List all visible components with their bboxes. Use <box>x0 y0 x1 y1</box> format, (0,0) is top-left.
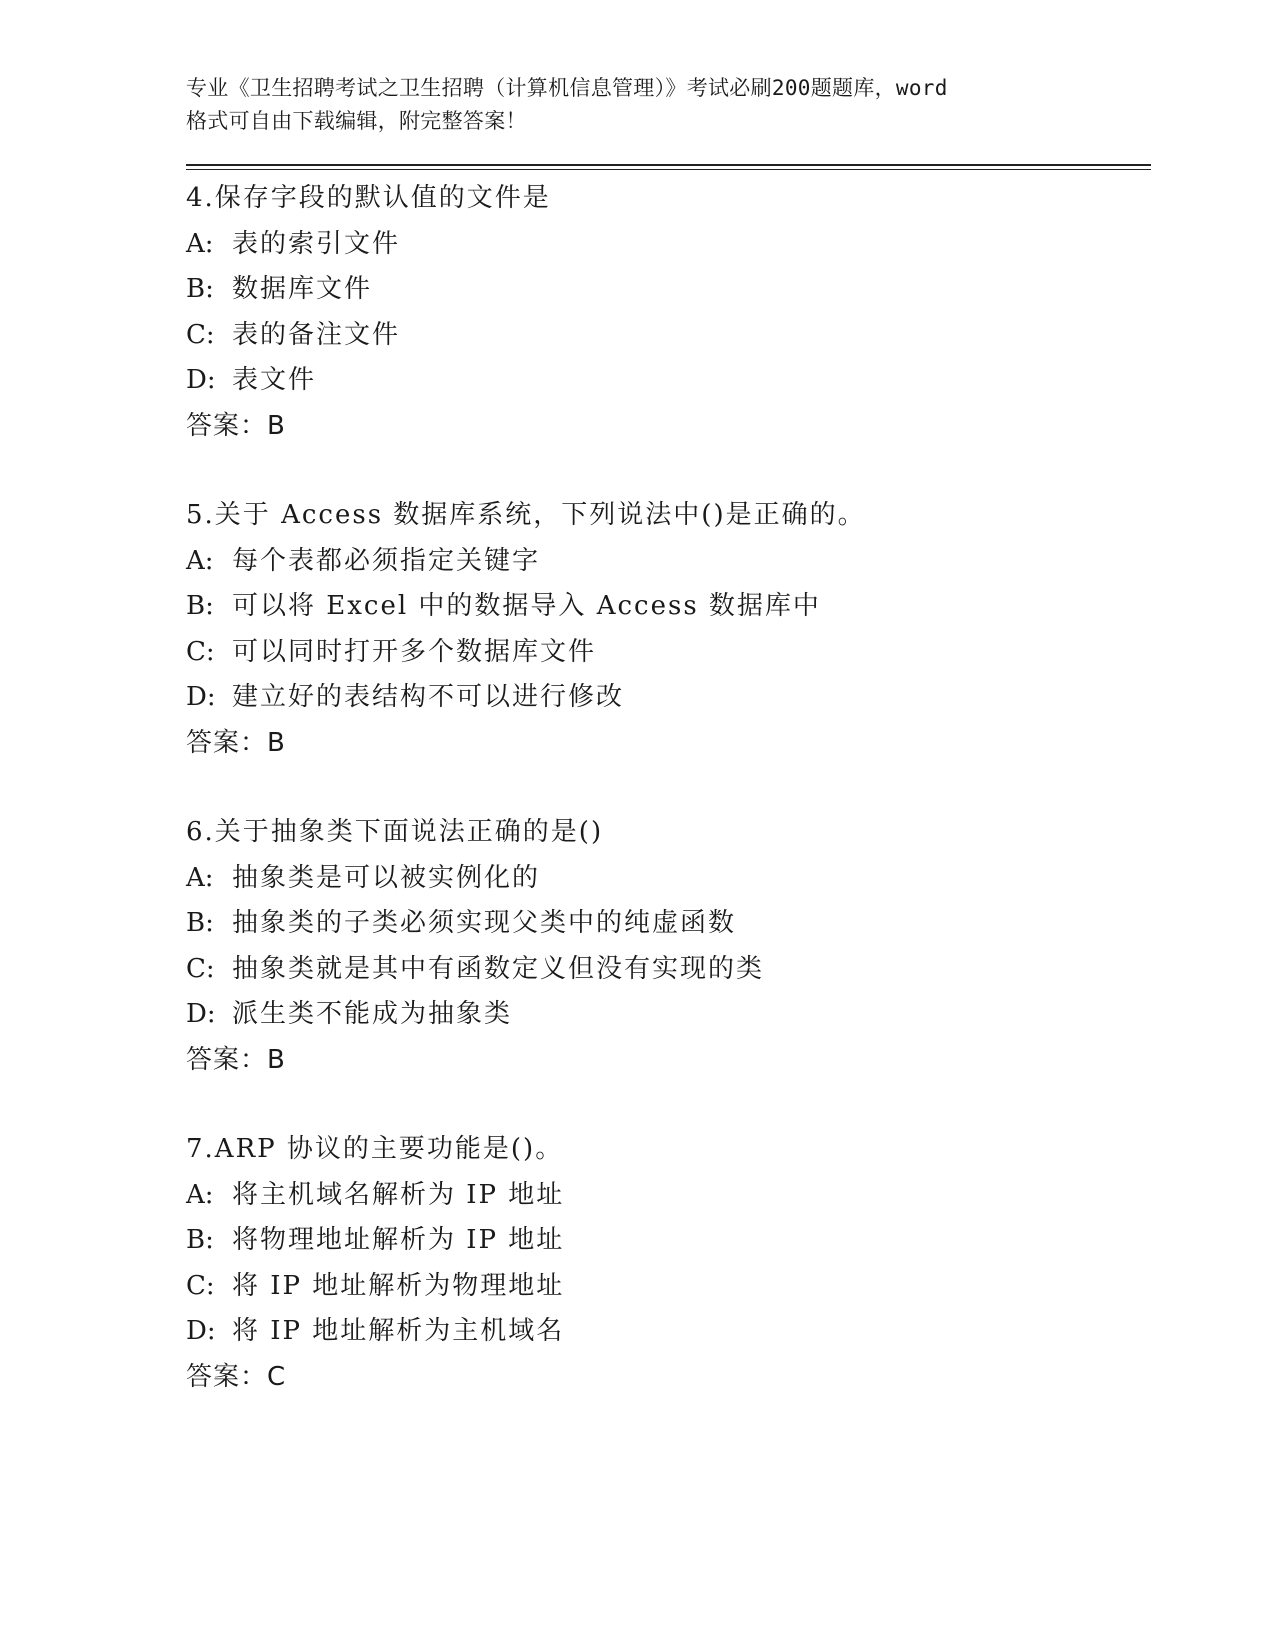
option-c <box>186 313 1151 359</box>
option-letter: D: <box>186 682 216 712</box>
option-text: 将主机域名解析为 IP 地址 <box>232 1179 565 1210</box>
option-text: 将物理地址解析为 IP 地址 <box>232 1225 565 1255</box>
option-text: 表的备注文件 <box>232 319 401 350</box>
question-list <box>186 176 1151 1400</box>
option-letter: C: <box>186 1270 215 1301</box>
option-text: 抽象类的子类必须实现父类中的纯虚函数 <box>232 908 737 938</box>
option-letter: A: <box>186 862 214 893</box>
option-text: 可以同时打开多个数据库文件 <box>232 636 597 667</box>
option-c <box>186 630 1151 676</box>
option-letter: D: <box>186 365 216 395</box>
option-b <box>186 901 1151 947</box>
header-line-2: 格式可自由下载编辑，附完整答案！ <box>186 109 527 133</box>
option-letter: D: <box>186 999 216 1029</box>
option-letter: D: <box>186 1316 216 1346</box>
option-a <box>186 539 1151 585</box>
option-d <box>186 1309 1151 1355</box>
question-stem: 5.关于 Access 数据库系统，下列说法中()是正确的。 <box>186 500 866 530</box>
header-line-1: 专业《卫生招聘考试之卫生招聘（计算机信息管理）》考试必刷200题题库，word <box>186 76 948 100</box>
option-a <box>186 1173 1151 1219</box>
option-text: 表文件 <box>232 365 317 395</box>
header-divider <box>186 164 1151 166</box>
option-text: 表的索引文件 <box>232 228 401 259</box>
option-letter: A: <box>186 545 214 576</box>
option-a <box>186 222 1151 268</box>
question-item <box>186 1127 1151 1400</box>
question-item <box>186 493 1151 766</box>
question-stem: 4.保存字段的默认值的文件是 <box>186 183 551 213</box>
answer-line: 答案：B <box>186 1044 286 1075</box>
document-header <box>186 72 1151 138</box>
option-text: 可以将 Excel 中的数据导入 Access 数据库中 <box>232 591 821 621</box>
option-letter: B: <box>186 908 214 938</box>
option-d <box>186 992 1151 1038</box>
option-d <box>186 675 1151 721</box>
option-letter: C: <box>186 319 215 350</box>
option-text: 派生类不能成为抽象类 <box>232 999 513 1029</box>
option-c <box>186 1264 1151 1310</box>
question-item <box>186 176 1151 449</box>
option-text: 抽象类就是其中有函数定义但没有实现的类 <box>232 953 765 984</box>
option-text: 数据库文件 <box>232 274 373 304</box>
document-page <box>186 72 1151 1444</box>
question-stem: 6.关于抽象类下面说法正确的是() <box>186 817 604 847</box>
option-b <box>186 1218 1151 1264</box>
option-b <box>186 584 1151 630</box>
option-letter: B: <box>186 1225 214 1255</box>
option-letter: A: <box>186 1179 214 1210</box>
option-letter: C: <box>186 953 215 984</box>
answer-line: 答案：B <box>186 410 286 441</box>
option-b <box>186 267 1151 313</box>
answer-line: 答案：C <box>186 1361 287 1392</box>
option-letter: A: <box>186 228 214 259</box>
option-text: 抽象类是可以被实例化的 <box>232 862 541 893</box>
option-letter: B: <box>186 274 214 304</box>
option-letter: C: <box>186 636 215 667</box>
option-letter: B: <box>186 591 214 621</box>
question-item <box>186 810 1151 1083</box>
option-a <box>186 856 1151 902</box>
option-text: 将 IP 地址解析为物理地址 <box>232 1270 565 1301</box>
option-d <box>186 358 1151 404</box>
option-text: 每个表都必须指定关键字 <box>232 545 541 576</box>
answer-line: 答案：B <box>186 727 286 758</box>
option-text: 建立好的表结构不可以进行修改 <box>232 682 625 712</box>
question-stem: 7.ARP 协议的主要功能是()。 <box>186 1134 564 1164</box>
option-c <box>186 947 1151 993</box>
option-text: 将 IP 地址解析为主机域名 <box>232 1316 565 1346</box>
